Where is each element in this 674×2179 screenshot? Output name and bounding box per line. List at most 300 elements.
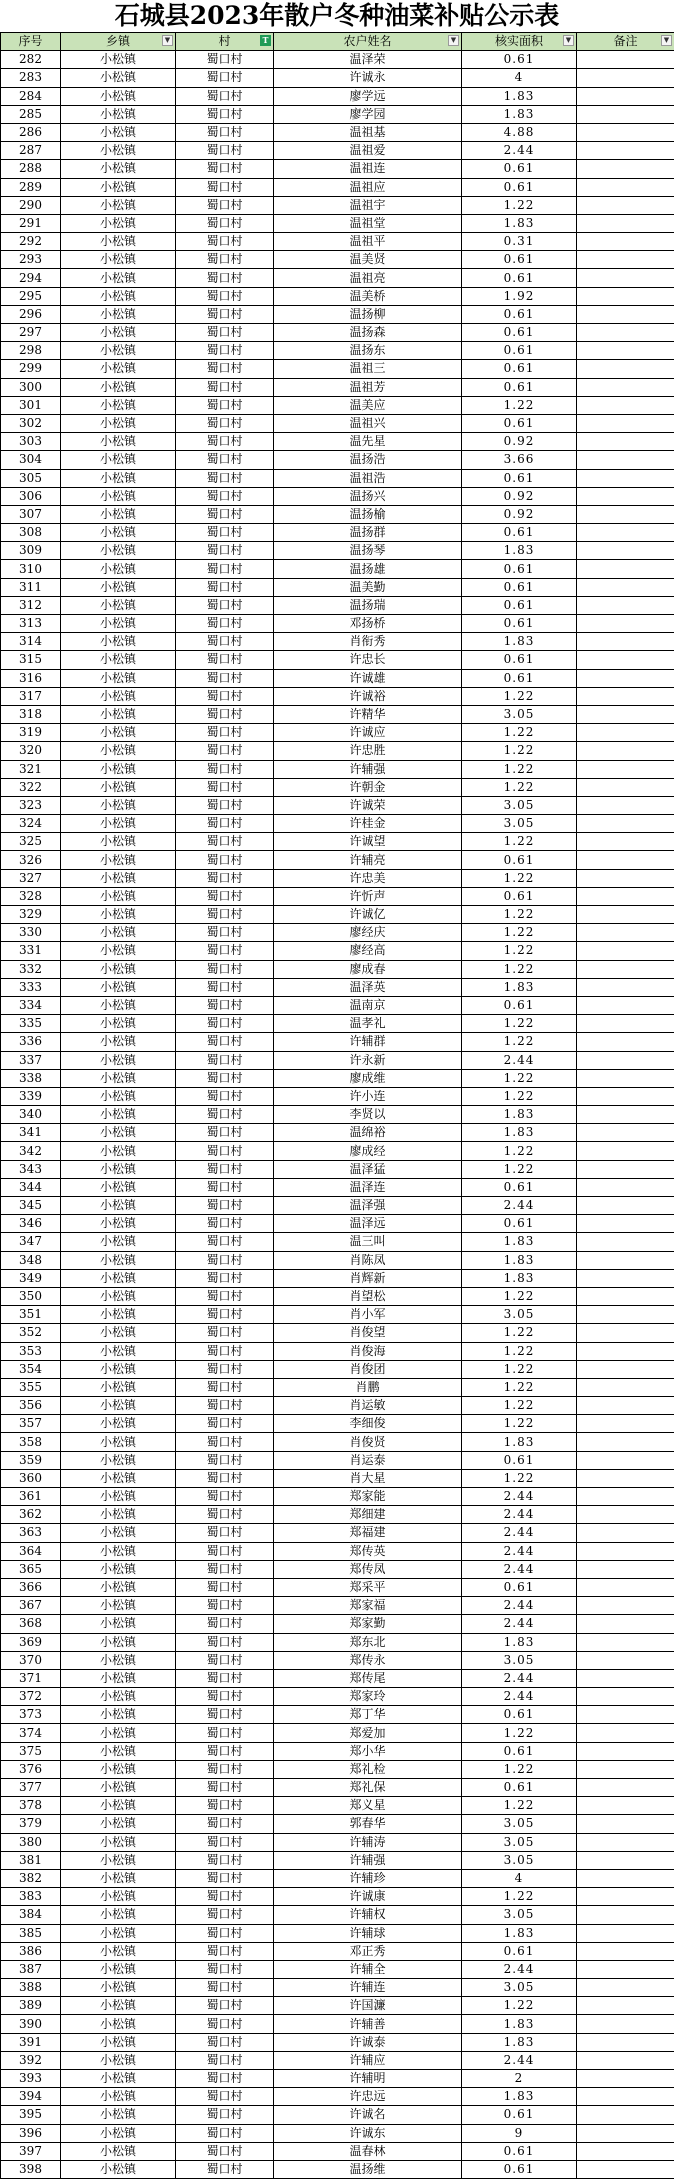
cell-village[interactable]: 蜀口村	[176, 724, 274, 742]
cell-name[interactable]: 邓扬桥	[274, 615, 462, 633]
table-row[interactable]	[1, 105, 674, 123]
cell-village[interactable]: 蜀口村	[176, 760, 274, 778]
cell-area[interactable]: 1.83	[462, 1251, 577, 1269]
cell-town[interactable]: 小松镇	[61, 1360, 176, 1378]
cell-area[interactable]: 2.44	[462, 1197, 577, 1215]
cell-area[interactable]: 1.22	[462, 1397, 577, 1415]
cell-remarks[interactable]	[577, 1669, 674, 1687]
cell-remarks[interactable]	[577, 214, 674, 232]
cell-remarks[interactable]	[577, 2124, 674, 2142]
cell-area[interactable]: 0.61	[462, 851, 577, 869]
cell-area[interactable]: 1.83	[462, 542, 577, 560]
cell-serial[interactable]: 352	[1, 1324, 61, 1342]
cell-name[interactable]: 郑细建	[274, 1506, 462, 1524]
cell-name[interactable]: 许朝金	[274, 778, 462, 796]
cell-serial[interactable]: 397	[1, 2142, 61, 2160]
cell-name[interactable]: 温祖芳	[274, 378, 462, 396]
table-row[interactable]	[1, 1760, 674, 1778]
cell-serial[interactable]: 319	[1, 724, 61, 742]
cell-town[interactable]: 小松镇	[61, 742, 176, 760]
cell-name[interactable]: 郑爱加	[274, 1724, 462, 1742]
cell-village[interactable]: 蜀口村	[176, 578, 274, 596]
table-row[interactable]	[1, 560, 674, 578]
cell-remarks[interactable]	[577, 1633, 674, 1651]
table-row[interactable]	[1, 1888, 674, 1906]
cell-name[interactable]: 温扬柳	[274, 305, 462, 323]
cell-remarks[interactable]	[577, 342, 674, 360]
cell-area[interactable]: 1.22	[462, 742, 577, 760]
cell-remarks[interactable]	[577, 433, 674, 451]
cell-town[interactable]: 小松镇	[61, 123, 176, 141]
cell-name[interactable]: 温孝礼	[274, 1015, 462, 1033]
cell-village[interactable]: 蜀口村	[176, 687, 274, 705]
cell-town[interactable]: 小松镇	[61, 1087, 176, 1105]
table-row[interactable]	[1, 69, 674, 87]
cell-area[interactable]: 1.83	[462, 1633, 577, 1651]
cell-name[interactable]: 温扬浩	[274, 451, 462, 469]
cell-serial[interactable]: 321	[1, 760, 61, 778]
table-row[interactable]	[1, 1615, 674, 1633]
cell-remarks[interactable]	[577, 305, 674, 323]
cell-village[interactable]: 蜀口村	[176, 1906, 274, 1924]
cell-serial[interactable]: 385	[1, 1924, 61, 1942]
cell-village[interactable]: 蜀口村	[176, 633, 274, 651]
cell-remarks[interactable]	[577, 2106, 674, 2124]
cell-serial[interactable]: 367	[1, 1597, 61, 1615]
table-row[interactable]	[1, 724, 674, 742]
cell-remarks[interactable]	[577, 906, 674, 924]
cell-town[interactable]: 小松镇	[61, 1233, 176, 1251]
cell-remarks[interactable]	[577, 1033, 674, 1051]
cell-serial[interactable]: 327	[1, 869, 61, 887]
cell-village[interactable]: 蜀口村	[176, 1706, 274, 1724]
cell-name[interactable]: 郑礼保	[274, 1779, 462, 1797]
cell-remarks[interactable]	[577, 1906, 674, 1924]
cell-town[interactable]: 小松镇	[61, 815, 176, 833]
cell-remarks[interactable]	[577, 2015, 674, 2033]
cell-village[interactable]: 蜀口村	[176, 342, 274, 360]
cell-name[interactable]: 肖辉新	[274, 1269, 462, 1287]
cell-remarks[interactable]	[577, 833, 674, 851]
cell-serial[interactable]: 396	[1, 2124, 61, 2142]
cell-village[interactable]: 蜀口村	[176, 1197, 274, 1215]
cell-area[interactable]: 1.22	[462, 960, 577, 978]
table-row[interactable]	[1, 542, 674, 560]
cell-town[interactable]: 小松镇	[61, 669, 176, 687]
cell-town[interactable]: 小松镇	[61, 1197, 176, 1215]
cell-name[interactable]: 温祖应	[274, 178, 462, 196]
table-row[interactable]	[1, 1815, 674, 1833]
cell-name[interactable]: 温祖浩	[274, 469, 462, 487]
cell-village[interactable]: 蜀口村	[176, 414, 274, 432]
cell-name[interactable]: 肖俊贤	[274, 1433, 462, 1451]
cell-village[interactable]: 蜀口村	[176, 2015, 274, 2033]
cell-area[interactable]: 1.22	[462, 1724, 577, 1742]
cell-area[interactable]: 0.61	[462, 1178, 577, 1196]
dropdown-arrow-icon[interactable]: ▼	[162, 35, 173, 46]
cell-serial[interactable]: 336	[1, 1033, 61, 1051]
cell-serial[interactable]: 370	[1, 1651, 61, 1669]
table-row[interactable]	[1, 615, 674, 633]
cell-area[interactable]: 0.61	[462, 578, 577, 596]
cell-village[interactable]: 蜀口村	[176, 851, 274, 869]
table-row[interactable]	[1, 1651, 674, 1669]
cell-town[interactable]: 小松镇	[61, 2106, 176, 2124]
cell-town[interactable]: 小松镇	[61, 1979, 176, 1997]
cell-serial[interactable]: 307	[1, 505, 61, 523]
cell-name[interactable]: 温扬维	[274, 2160, 462, 2178]
cell-serial[interactable]: 320	[1, 742, 61, 760]
cell-remarks[interactable]	[577, 1269, 674, 1287]
cell-serial[interactable]: 395	[1, 2106, 61, 2124]
cell-serial[interactable]: 376	[1, 1760, 61, 1778]
cell-serial[interactable]: 304	[1, 451, 61, 469]
cell-name[interactable]: 温泽猛	[274, 1160, 462, 1178]
cell-serial[interactable]: 393	[1, 2070, 61, 2088]
cell-name[interactable]: 许辅珍	[274, 1869, 462, 1887]
cell-village[interactable]: 蜀口村	[176, 906, 274, 924]
cell-area[interactable]: 2.44	[462, 1506, 577, 1524]
table-row[interactable]	[1, 1688, 674, 1706]
cell-remarks[interactable]	[577, 1888, 674, 1906]
cell-name[interactable]: 温绵裕	[274, 1124, 462, 1142]
cell-area[interactable]: 2.44	[462, 1669, 577, 1687]
cell-name[interactable]: 廖学远	[274, 87, 462, 105]
cell-village[interactable]: 蜀口村	[176, 1651, 274, 1669]
table-row[interactable]	[1, 851, 674, 869]
cell-town[interactable]: 小松镇	[61, 1469, 176, 1487]
table-row[interactable]	[1, 178, 674, 196]
cell-town[interactable]: 小松镇	[61, 324, 176, 342]
cell-remarks[interactable]	[577, 1560, 674, 1578]
cell-town[interactable]: 小松镇	[61, 2160, 176, 2178]
cell-town[interactable]: 小松镇	[61, 233, 176, 251]
cell-remarks[interactable]	[577, 2033, 674, 2051]
cell-area[interactable]: 2.44	[462, 1688, 577, 1706]
cell-name[interactable]: 廖经高	[274, 942, 462, 960]
cell-remarks[interactable]	[577, 1287, 674, 1305]
cell-village[interactable]: 蜀口村	[176, 324, 274, 342]
cell-name[interactable]: 温扬雄	[274, 560, 462, 578]
cell-town[interactable]: 小松镇	[61, 760, 176, 778]
cell-village[interactable]: 蜀口村	[176, 1924, 274, 1942]
cell-remarks[interactable]	[577, 1197, 674, 1215]
cell-town[interactable]: 小松镇	[61, 1742, 176, 1760]
table-row[interactable]	[1, 214, 674, 232]
cell-village[interactable]: 蜀口村	[176, 615, 274, 633]
cell-serial[interactable]: 349	[1, 1269, 61, 1287]
cell-village[interactable]: 蜀口村	[176, 560, 274, 578]
cell-village[interactable]: 蜀口村	[176, 869, 274, 887]
cell-remarks[interactable]	[577, 1979, 674, 1997]
cell-remarks[interactable]	[577, 2070, 674, 2088]
cell-village[interactable]: 蜀口村	[176, 2070, 274, 2088]
cell-town[interactable]: 小松镇	[61, 1160, 176, 1178]
cell-remarks[interactable]	[577, 2051, 674, 2069]
cell-remarks[interactable]	[577, 396, 674, 414]
cell-area[interactable]: 1.22	[462, 396, 577, 414]
table-row[interactable]	[1, 1215, 674, 1233]
cell-name[interactable]: 郑家玲	[274, 1688, 462, 1706]
cell-serial[interactable]: 388	[1, 1979, 61, 1997]
cell-town[interactable]: 小松镇	[61, 214, 176, 232]
table-row[interactable]	[1, 1578, 674, 1596]
cell-remarks[interactable]	[577, 1397, 674, 1415]
cell-name[interactable]: 李细俊	[274, 1415, 462, 1433]
cell-village[interactable]: 蜀口村	[176, 1506, 274, 1524]
cell-remarks[interactable]	[577, 996, 674, 1014]
cell-name[interactable]: 温扬瑞	[274, 596, 462, 614]
cell-village[interactable]: 蜀口村	[176, 1433, 274, 1451]
cell-remarks[interactable]	[577, 542, 674, 560]
table-row[interactable]	[1, 1524, 674, 1542]
table-row[interactable]	[1, 1433, 674, 1451]
cell-area[interactable]: 1.22	[462, 1997, 577, 2015]
cell-area[interactable]: 2.44	[462, 1615, 577, 1633]
table-row[interactable]	[1, 2160, 674, 2178]
cell-area[interactable]: 1.83	[462, 105, 577, 123]
table-row[interactable]	[1, 1597, 674, 1615]
cell-name[interactable]: 许辅强	[274, 760, 462, 778]
cell-name[interactable]: 许诚望	[274, 833, 462, 851]
cell-serial[interactable]: 346	[1, 1215, 61, 1233]
cell-village[interactable]: 蜀口村	[176, 669, 274, 687]
cell-town[interactable]: 小松镇	[61, 996, 176, 1014]
cell-area[interactable]: 1.22	[462, 1324, 577, 1342]
cell-remarks[interactable]	[577, 451, 674, 469]
cell-village[interactable]: 蜀口村	[176, 2124, 274, 2142]
cell-serial[interactable]: 285	[1, 105, 61, 123]
table-row[interactable]	[1, 1542, 674, 1560]
cell-area[interactable]: 0.61	[462, 178, 577, 196]
table-row[interactable]	[1, 1233, 674, 1251]
cell-town[interactable]: 小松镇	[61, 1578, 176, 1596]
cell-area[interactable]: 2.44	[462, 1488, 577, 1506]
cell-remarks[interactable]	[577, 1178, 674, 1196]
cell-name[interactable]: 廖成经	[274, 1142, 462, 1160]
table-row[interactable]	[1, 251, 674, 269]
cell-serial[interactable]: 356	[1, 1397, 61, 1415]
cell-serial[interactable]: 347	[1, 1233, 61, 1251]
cell-area[interactable]: 0.92	[462, 487, 577, 505]
cell-name[interactable]: 许诚荣	[274, 796, 462, 814]
cell-area[interactable]: 1.22	[462, 1142, 577, 1160]
cell-town[interactable]: 小松镇	[61, 69, 176, 87]
table-row[interactable]	[1, 578, 674, 596]
cell-area[interactable]: 1.22	[462, 778, 577, 796]
cell-town[interactable]: 小松镇	[61, 1524, 176, 1542]
cell-serial[interactable]: 379	[1, 1815, 61, 1833]
table-row[interactable]	[1, 414, 674, 432]
cell-village[interactable]: 蜀口村	[176, 1306, 274, 1324]
cell-serial[interactable]: 361	[1, 1488, 61, 1506]
cell-area[interactable]: 0.61	[462, 651, 577, 669]
cell-town[interactable]: 小松镇	[61, 1342, 176, 1360]
cell-serial[interactable]: 282	[1, 51, 61, 69]
cell-remarks[interactable]	[577, 869, 674, 887]
cell-town[interactable]: 小松镇	[61, 2070, 176, 2088]
cell-town[interactable]: 小松镇	[61, 451, 176, 469]
cell-village[interactable]: 蜀口村	[176, 396, 274, 414]
cell-village[interactable]: 蜀口村	[176, 1287, 274, 1305]
cell-town[interactable]: 小松镇	[61, 1851, 176, 1869]
cell-serial[interactable]: 341	[1, 1124, 61, 1142]
table-row[interactable]	[1, 1287, 674, 1305]
cell-area[interactable]: 1.22	[462, 1069, 577, 1087]
cell-serial[interactable]: 386	[1, 1942, 61, 1960]
cell-serial[interactable]: 342	[1, 1142, 61, 1160]
cell-town[interactable]: 小松镇	[61, 1542, 176, 1560]
cell-serial[interactable]: 295	[1, 287, 61, 305]
cell-town[interactable]: 小松镇	[61, 906, 176, 924]
cell-name[interactable]: 许辅明	[274, 2070, 462, 2088]
cell-name[interactable]: 许诚泰	[274, 2033, 462, 2051]
cell-remarks[interactable]	[577, 1997, 674, 2015]
cell-village[interactable]: 蜀口村	[176, 469, 274, 487]
cell-area[interactable]: 0.61	[462, 1779, 577, 1797]
cell-remarks[interactable]	[577, 1306, 674, 1324]
cell-village[interactable]: 蜀口村	[176, 433, 274, 451]
cell-name[interactable]: 温先星	[274, 433, 462, 451]
table-row[interactable]	[1, 869, 674, 887]
cell-serial[interactable]: 298	[1, 342, 61, 360]
cell-area[interactable]: 0.61	[462, 1451, 577, 1469]
cell-town[interactable]: 小松镇	[61, 1287, 176, 1305]
table-row[interactable]	[1, 2124, 674, 2142]
cell-name[interactable]: 许诚雄	[274, 669, 462, 687]
cell-area[interactable]: 2.44	[462, 1542, 577, 1560]
cell-remarks[interactable]	[577, 1797, 674, 1815]
cell-name[interactable]: 邓正秀	[274, 1942, 462, 1960]
cell-town[interactable]: 小松镇	[61, 778, 176, 796]
table-row[interactable]	[1, 1197, 674, 1215]
cell-name[interactable]: 许辅权	[274, 1906, 462, 1924]
cell-remarks[interactable]	[577, 942, 674, 960]
cell-name[interactable]: 廖成春	[274, 960, 462, 978]
table-row[interactable]	[1, 1942, 674, 1960]
cell-area[interactable]: 0.61	[462, 596, 577, 614]
cell-serial[interactable]: 322	[1, 778, 61, 796]
cell-name[interactable]: 肖小军	[274, 1306, 462, 1324]
cell-town[interactable]: 小松镇	[61, 1615, 176, 1633]
cell-area[interactable]: 0.61	[462, 1942, 577, 1960]
cell-area[interactable]: 9	[462, 2124, 577, 2142]
cell-town[interactable]: 小松镇	[61, 342, 176, 360]
cell-village[interactable]: 蜀口村	[176, 1488, 274, 1506]
cell-village[interactable]: 蜀口村	[176, 1087, 274, 1105]
cell-area[interactable]: 1.22	[462, 1888, 577, 1906]
cell-remarks[interactable]	[577, 1742, 674, 1760]
cell-town[interactable]: 小松镇	[61, 1597, 176, 1615]
cell-area[interactable]: 0.61	[462, 324, 577, 342]
cell-area[interactable]: 0.31	[462, 233, 577, 251]
table-row[interactable]	[1, 1633, 674, 1651]
cell-town[interactable]: 小松镇	[61, 378, 176, 396]
cell-serial[interactable]: 305	[1, 469, 61, 487]
cell-remarks[interactable]	[577, 978, 674, 996]
cell-name[interactable]: 肖大星	[274, 1469, 462, 1487]
cell-name[interactable]: 郑传凤	[274, 1560, 462, 1578]
cell-remarks[interactable]	[577, 560, 674, 578]
cell-remarks[interactable]	[577, 69, 674, 87]
table-row[interactable]	[1, 742, 674, 760]
cell-area[interactable]: 0.61	[462, 360, 577, 378]
cell-serial[interactable]: 338	[1, 1069, 61, 1087]
table-row[interactable]	[1, 87, 674, 105]
cell-name[interactable]: 温泽荣	[274, 51, 462, 69]
cell-town[interactable]: 小松镇	[61, 1324, 176, 1342]
table-row[interactable]	[1, 1015, 674, 1033]
cell-remarks[interactable]	[577, 196, 674, 214]
cell-village[interactable]: 蜀口村	[176, 196, 274, 214]
cell-area[interactable]: 1.83	[462, 1124, 577, 1142]
cell-village[interactable]: 蜀口村	[176, 1888, 274, 1906]
cell-town[interactable]: 小松镇	[61, 396, 176, 414]
cell-village[interactable]: 蜀口村	[176, 87, 274, 105]
cell-remarks[interactable]	[577, 1360, 674, 1378]
table-row[interactable]	[1, 1033, 674, 1051]
cell-area[interactable]: 0.61	[462, 669, 577, 687]
cell-serial[interactable]: 381	[1, 1851, 61, 1869]
cell-village[interactable]: 蜀口村	[176, 1942, 274, 1960]
cell-remarks[interactable]	[577, 1378, 674, 1396]
cell-town[interactable]: 小松镇	[61, 1760, 176, 1778]
cell-area[interactable]: 1.22	[462, 1378, 577, 1396]
cell-area[interactable]: 1.83	[462, 1924, 577, 1942]
cell-village[interactable]: 蜀口村	[176, 487, 274, 505]
cell-name[interactable]: 许忠远	[274, 2088, 462, 2106]
cell-name[interactable]: 温南京	[274, 996, 462, 1014]
table-row[interactable]	[1, 960, 674, 978]
cell-name[interactable]: 郭春华	[274, 1815, 462, 1833]
cell-name[interactable]: 许诚亿	[274, 906, 462, 924]
cell-area[interactable]: 1.22	[462, 833, 577, 851]
cell-area[interactable]: 0.61	[462, 2106, 577, 2124]
cell-town[interactable]: 小松镇	[61, 160, 176, 178]
table-row[interactable]	[1, 978, 674, 996]
cell-name[interactable]: 温泽英	[274, 978, 462, 996]
cell-town[interactable]: 小松镇	[61, 633, 176, 651]
cell-village[interactable]: 蜀口村	[176, 214, 274, 232]
cell-village[interactable]: 蜀口村	[176, 1979, 274, 1997]
cell-area[interactable]: 1.22	[462, 1087, 577, 1105]
cell-area[interactable]: 3.05	[462, 1815, 577, 1833]
cell-name[interactable]: 许忠长	[274, 651, 462, 669]
cell-serial[interactable]: 297	[1, 324, 61, 342]
cell-serial[interactable]: 310	[1, 560, 61, 578]
cell-name[interactable]: 许小连	[274, 1087, 462, 1105]
table-row[interactable]	[1, 1560, 674, 1578]
cell-remarks[interactable]	[577, 1760, 674, 1778]
table-row[interactable]	[1, 51, 674, 69]
cell-remarks[interactable]	[577, 1869, 674, 1887]
cell-area[interactable]: 3.05	[462, 1851, 577, 1869]
cell-area[interactable]: 0.61	[462, 560, 577, 578]
table-row[interactable]	[1, 524, 674, 542]
cell-village[interactable]: 蜀口村	[176, 451, 274, 469]
cell-area[interactable]: 2.44	[462, 1560, 577, 1578]
cell-remarks[interactable]	[577, 1160, 674, 1178]
cell-remarks[interactable]	[577, 1851, 674, 1869]
cell-village[interactable]: 蜀口村	[176, 1378, 274, 1396]
cell-remarks[interactable]	[577, 251, 674, 269]
table-row[interactable]	[1, 378, 674, 396]
cell-serial[interactable]: 286	[1, 123, 61, 141]
cell-remarks[interactable]	[577, 360, 674, 378]
cell-name[interactable]: 许国濂	[274, 1997, 462, 2015]
cell-area[interactable]: 1.92	[462, 287, 577, 305]
cell-town[interactable]: 小松镇	[61, 1906, 176, 1924]
